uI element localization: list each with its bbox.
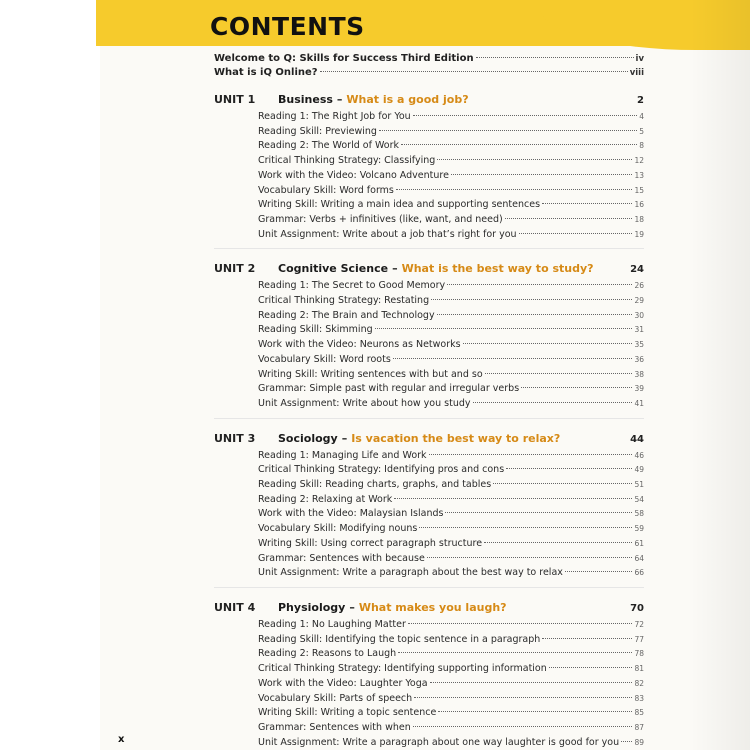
dot-leader [430,682,633,683]
dot-leader [542,638,632,639]
toc-entry-label: Work with the Video: Malaysian Islands [258,508,444,520]
dot-leader [621,741,632,742]
unit-section [214,431,644,588]
unit-question: Is vacation the best way to relax? [351,431,561,445]
unit-page: 44 [630,433,644,445]
unit-number: UNIT 3 [214,431,256,445]
toc-entry-page: 49 [634,465,644,475]
dot-leader [451,174,633,175]
dot-leader [413,115,638,116]
unit-lessons [214,449,644,581]
unit-question: What makes you laugh? [358,600,507,614]
unit-section [214,92,644,249]
toc-lesson-entry [258,692,644,707]
toc-entry-label: Unit Assignment: Write about a job that’s right for you [258,228,517,240]
toc-entry-page: 18 [634,214,644,224]
toc-entry-label: Critical Thinking Strategy: Restating [258,295,430,307]
unit-number: UNIT 2 [214,262,256,276]
toc-entry-label: Reading Skill: Previewing [258,125,377,137]
unit-lessons [214,279,644,411]
unit-dash: – [336,93,343,106]
toc-lesson-entry [258,677,644,692]
toc-entry-page: 54 [634,494,644,504]
toc-lesson-entry [258,110,644,125]
dot-leader [505,218,633,219]
dot-leader [473,402,633,403]
toc-entry-label: Reading Skill: Reading charts, graphs, and tables [258,479,492,491]
toc-lesson-entry [258,552,644,567]
toc-entry-page: 38 [634,369,644,379]
toc-entry-label: Grammar: Sentences with because [258,552,425,564]
unit-question: What is the best way to study? [401,262,594,276]
dot-leader [393,358,633,359]
toc-lesson-entry [258,198,644,213]
unit-dash: – [349,600,355,614]
toc-entry-label: Grammar: Sentences with when [258,721,411,733]
toc-entry-page: 66 [634,568,644,578]
dot-leader [379,130,637,131]
toc-entry-label: Grammar: Simple past with regular and irregular verbs [258,383,520,395]
table-of-contents [214,52,644,750]
toc-entry-page: 59 [634,524,644,534]
unit-question: What is a good job? [346,93,469,106]
toc-entry-label: Reading 1: Managing Life and Work [258,449,427,461]
toc-entry-label: Writing Skill: Writing sentences with but and so [258,368,483,380]
toc-entry-page: 46 [634,450,644,460]
toc-entry-label: Writing Skill: Using correct paragraph structure [258,537,483,549]
dot-leader [419,527,632,528]
toc-entry-label: Writing Skill: Writing a main idea and supporting sentences [258,199,541,211]
toc-lesson-entry [258,537,644,552]
dot-leader [394,498,632,499]
unit-dash: – [392,262,398,276]
toc-entry-page: viii [629,68,644,78]
dot-leader [375,328,633,329]
dot-leader [484,542,632,543]
toc-lesson-entry [258,493,644,508]
toc-entry-label: Critical Thinking Strategy: Identifying supporting information [258,663,547,675]
toc-lesson-entry [258,662,644,677]
unit-dash: – [341,431,348,445]
unit-heading [214,261,644,277]
dot-leader [401,144,637,145]
toc-lesson-entry [258,279,644,294]
toc-entry-label: Vocabulary Skill: Word forms [258,184,394,196]
toc-entry-label: Reading Skill: Identifying the topic sentence in a paragraph [258,633,541,645]
toc-entry-page: 15 [634,185,644,195]
toc-entry-page: 26 [634,281,644,291]
toc-entry-page: iv [635,54,644,64]
dot-leader [408,623,633,624]
toc-entry-label: Reading 2: The Brain and Technology [258,309,435,321]
unit-subject: Business [278,93,333,106]
toc-lesson-entry [258,125,644,140]
toc-lesson-entry [258,397,644,412]
toc-lesson-entry [258,566,644,581]
toc-entry-page: 36 [634,354,644,364]
dot-leader [437,314,633,315]
dot-leader [445,512,632,513]
toc-lesson-entry [258,706,644,721]
dot-leader [463,343,633,344]
unit-subject: Sociology [278,431,338,445]
toc-entry-page: 87 [634,722,644,732]
toc-entry-label: Grammar: Verbs + infinitives (like, want, and need) [258,213,503,225]
toc-lesson-entry [258,154,644,169]
toc-entry-label: Unit Assignment: Write about how you study [258,397,471,409]
dot-leader [398,652,632,653]
toc-entry-label: Writing Skill: Writing a topic sentence [258,707,437,719]
dot-leader [519,233,633,234]
unit-number: UNIT 4 [214,600,256,614]
toc-entry-label: What is iQ Online? [214,67,318,78]
unit-divider [214,587,644,588]
toc-entry-label: Reading 1: The Secret to Good Memory [258,280,446,292]
toc-entry-label: Reading 2: Reasons to Laugh [258,648,397,660]
toc-entry-page: 77 [634,634,644,644]
toc-lesson-entry [258,478,644,493]
toc-entry-page: 30 [634,310,644,320]
dot-leader [521,387,632,388]
unit-subject: Cognitive Science [278,262,389,276]
toc-entry-page: 19 [634,229,644,239]
page-margin [0,0,100,750]
toc-lesson-entry [258,449,644,464]
toc-lesson-entry [258,228,644,243]
page-number: x [118,734,125,745]
toc-entry-label: Work with the Video: Laughter Yoga [258,677,428,689]
toc-lesson-entry [258,213,644,228]
unit-subject: Physiology [278,600,346,614]
toc-entry-page: 81 [634,664,644,674]
toc-entry-label: Vocabulary Skill: Word roots [258,353,391,365]
dot-leader [413,726,633,727]
toc-lesson-entry [258,139,644,154]
toc-entry-label: Critical Thinking Strategy: Classifying [258,155,436,167]
dot-leader [438,711,632,712]
toc-entry-label: Work with the Video: Volcano Adventure [258,169,449,181]
unit-lessons [214,110,644,242]
toc-lesson-entry [258,647,644,662]
toc-entry-label: Reading 2: The World of Work [258,140,400,152]
toc-entry-page: 82 [634,678,644,688]
unit-lessons [214,618,644,750]
unit-heading [214,431,644,447]
toc-entry-page: 16 [634,200,644,210]
toc-lesson-entry [258,323,644,338]
dot-leader [476,57,634,58]
toc-lesson-entry [258,507,644,522]
dot-leader [447,284,632,285]
toc-entry-page: 31 [634,325,644,335]
toc-lesson-entry [258,368,644,383]
toc-intro-entry [214,66,644,80]
toc-entry-page: 89 [634,737,644,747]
dot-leader [414,697,632,698]
dot-leader [429,454,633,455]
dot-leader [320,71,628,72]
dot-leader [506,468,632,469]
toc-entry-page: 8 [639,141,644,151]
toc-entry-page: 5 [639,126,644,136]
dot-leader [549,667,633,668]
toc-entry-page: 39 [634,384,644,394]
unit-section [214,261,644,418]
toc-entry-label: Reading Skill: Skimming [258,324,373,336]
dot-leader [431,299,632,300]
unit-page: 24 [630,264,644,276]
toc-lesson-entry [258,721,644,736]
toc-entry-label: Unit Assignment: Write a paragraph about the best way to relax [258,567,563,579]
unit-divider [214,248,644,249]
toc-entry-label: Unit Assignment: Write a paragraph about one way laughter is good for you [258,736,620,748]
unit-section [214,600,644,750]
unit-page: 2 [637,95,644,106]
toc-entry-page: 41 [634,398,644,408]
page-shading [690,0,750,750]
toc-entry-label: Vocabulary Skill: Parts of speech [258,692,413,704]
toc-lesson-entry [258,169,644,184]
dot-leader [396,189,633,190]
toc-lesson-entry [258,463,644,478]
toc-entry-label: Welcome to Q: Skills for Success Third Edition [214,53,474,64]
toc-lesson-entry [258,338,644,353]
toc-lesson-entry [258,294,644,309]
dot-leader [485,373,633,374]
toc-lesson-entry [258,184,644,199]
unit-heading [214,600,644,616]
toc-entry-page: 85 [634,708,644,718]
toc-entry-label: Reading 1: No Laughing Matter [258,618,406,630]
toc-entry-page: 61 [634,538,644,548]
toc-entry-page: 64 [634,553,644,563]
toc-lesson-entry [258,353,644,368]
toc-intro-entry [214,52,644,66]
toc-entry-label: Reading 2: Relaxing at Work [258,493,393,505]
toc-entry-label: Work with the Video: Neurons as Networks [258,339,461,351]
toc-lesson-entry [258,382,644,397]
toc-lesson-entry [258,618,644,633]
dot-leader [437,159,632,160]
toc-entry-label: Critical Thinking Strategy: Identifying pros and cons [258,464,505,476]
toc-entry-page: 35 [634,340,644,350]
dot-leader [427,557,633,558]
toc-entry-page: 83 [634,693,644,703]
toc-entry-page: 72 [634,619,644,629]
toc-entry-page: 51 [634,480,644,490]
dot-leader [542,203,632,204]
unit-divider [214,418,644,419]
toc-lesson-entry [258,633,644,648]
toc-entry-label: Reading 1: The Right Job for You [258,111,411,122]
toc-entry-page: 78 [634,649,644,659]
toc-entry-label: Vocabulary Skill: Modifying nouns [258,523,418,535]
toc-entry-page: 4 [639,112,644,121]
toc-entry-page: 13 [634,170,644,180]
unit-number: UNIT 1 [214,93,256,106]
unit-page: 70 [630,602,644,614]
dot-leader [565,571,633,572]
intro-entries [214,52,644,80]
toc-entry-page: 58 [634,509,644,519]
toc-lesson-entry [258,522,644,537]
dot-leader [493,483,632,484]
toc-lesson-entry [258,736,644,750]
toc-lesson-entry [258,309,644,324]
toc-entry-page: 12 [634,156,644,166]
unit-heading [214,92,644,108]
page-title: CONTENTS [210,12,365,41]
toc-entry-page: 29 [634,296,644,306]
